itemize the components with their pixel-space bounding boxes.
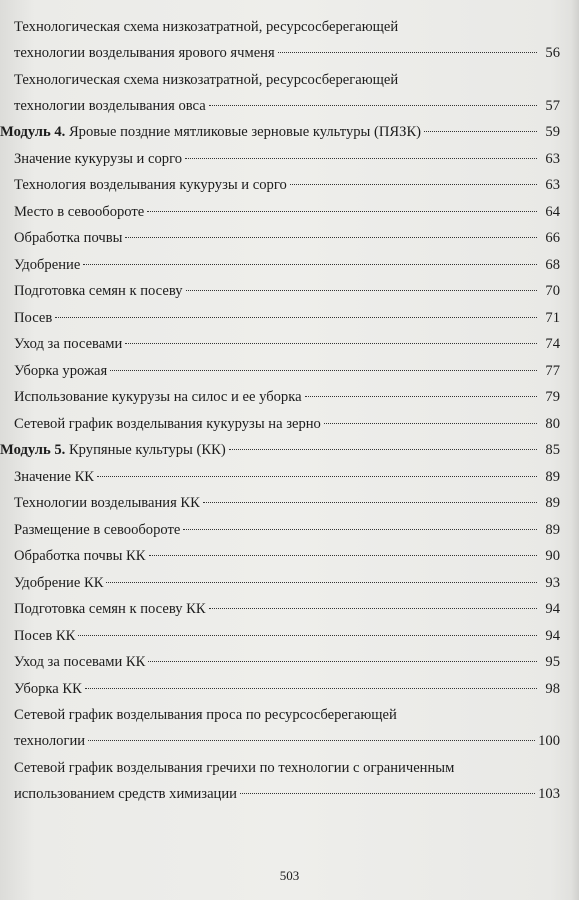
toc-line xyxy=(0,517,560,544)
toc-line xyxy=(0,755,560,781)
toc-entry xyxy=(0,702,560,755)
toc-page-number: 66 xyxy=(545,230,560,246)
toc-entry xyxy=(0,278,560,305)
toc-entry-text: Посев КК xyxy=(14,627,76,644)
toc-entry xyxy=(0,570,560,597)
toc-entry xyxy=(0,199,560,226)
toc-page-number: 70 xyxy=(545,283,560,299)
toc-module-entry xyxy=(0,119,560,146)
toc-module-title xyxy=(0,119,421,146)
toc-entry-text: Уборка урожая xyxy=(14,362,108,379)
dot-leader xyxy=(148,661,537,662)
toc-line xyxy=(0,305,560,332)
toc-entry-text: Место в севообороте xyxy=(14,203,145,220)
toc-entry-text: Сетевой график возделывания проса по ресурсосберегающей xyxy=(14,707,397,723)
toc-page-number: 100 xyxy=(538,733,560,749)
toc-page-number: 57 xyxy=(545,97,560,114)
module-title: Яровые поздние мятликовые зерновые культуры (ПЯЗК) xyxy=(68,124,422,140)
toc-entry-text: технологии возделывания ярового ячменя xyxy=(14,45,275,61)
toc-page-number: 64 xyxy=(545,203,560,220)
toc-entry-text: Уборка КК xyxy=(14,680,82,697)
toc-entry xyxy=(0,67,560,120)
toc-entry-text: Уход за посевами xyxy=(14,336,123,352)
toc-line xyxy=(0,225,560,252)
toc-page-number: 77 xyxy=(545,362,560,379)
table-of-contents xyxy=(0,14,560,807)
toc-line xyxy=(0,252,560,279)
toc-page-number: 90 xyxy=(545,548,560,564)
toc-line xyxy=(0,278,560,305)
toc-line xyxy=(0,384,560,411)
toc-page-number: 63 xyxy=(545,177,560,193)
toc-entry xyxy=(0,305,560,332)
toc-page-number: 94 xyxy=(545,627,560,644)
toc-line xyxy=(0,146,560,173)
dot-leader xyxy=(186,290,537,291)
toc-entry-text: Технологическая схема низкозатратной, ресурсосберегающей xyxy=(14,19,399,35)
toc-entry xyxy=(0,225,560,252)
dot-leader xyxy=(240,793,535,794)
toc-page-number: 98 xyxy=(545,680,560,697)
toc-entry xyxy=(0,384,560,411)
toc-page-number: 56 xyxy=(545,45,560,61)
toc-page-number: 103 xyxy=(538,785,560,802)
toc-entry xyxy=(0,358,560,385)
dot-leader xyxy=(147,211,537,212)
toc-page-number: 59 xyxy=(545,124,560,140)
toc-entry xyxy=(0,172,560,199)
dot-leader xyxy=(305,396,537,397)
dot-leader xyxy=(324,423,537,424)
toc-entry xyxy=(0,649,560,676)
toc-entry-text: технологии возделывания овса xyxy=(14,97,206,114)
toc-entry-text: использованием средств химизации xyxy=(14,785,237,802)
toc-entry-text: Подготовка семян к посеву xyxy=(14,283,183,299)
toc-line xyxy=(0,411,560,438)
toc-line xyxy=(0,40,560,67)
toc-entry xyxy=(0,755,560,808)
toc-entry xyxy=(0,252,560,279)
toc-line xyxy=(0,728,560,755)
toc-line xyxy=(0,596,560,623)
toc-entry xyxy=(0,411,560,438)
toc-entry-text: Удобрение xyxy=(14,256,81,273)
toc-entry-text: Обработка почвы xyxy=(14,230,123,246)
dot-leader xyxy=(83,264,537,265)
toc-line xyxy=(0,676,560,703)
dot-leader xyxy=(183,529,537,530)
toc-entry xyxy=(0,596,560,623)
page-fold-shadow xyxy=(571,0,579,900)
toc-page-number: 63 xyxy=(545,150,560,167)
toc-entry xyxy=(0,464,560,491)
toc-page-number: 94 xyxy=(545,601,560,617)
toc-line xyxy=(0,14,560,40)
toc-page-number: 68 xyxy=(545,256,560,273)
toc-line xyxy=(0,623,560,650)
dot-leader xyxy=(290,184,537,185)
toc-page-number: 80 xyxy=(545,415,560,432)
toc-entry-text: Значение кукурузы и сорго xyxy=(14,150,183,167)
toc-page-number: 89 xyxy=(545,521,560,538)
toc-line xyxy=(0,543,560,570)
toc-entry xyxy=(0,331,560,358)
toc-page-number: 71 xyxy=(545,309,560,326)
dot-leader xyxy=(85,688,537,689)
page-number: 503 xyxy=(279,868,300,883)
toc-line xyxy=(0,490,560,517)
toc-page-number: 79 xyxy=(545,389,560,405)
toc-entry-text: Сетевой график возделывания кукурузы на зерно xyxy=(14,415,321,432)
toc-entry-text: Подготовка семян к посеву КК xyxy=(14,601,206,617)
toc-line xyxy=(0,331,560,358)
toc-entry-text: Значение КК xyxy=(14,468,95,485)
toc-entry-text: технологии xyxy=(14,733,86,749)
toc-entry-text: Уход за посевами КК xyxy=(14,654,146,670)
toc-entry-text: Технологии возделывания КК xyxy=(14,495,200,511)
dot-leader xyxy=(149,555,537,556)
dot-leader xyxy=(110,370,537,371)
toc-line xyxy=(0,702,560,728)
toc-line xyxy=(0,93,560,120)
toc-line xyxy=(0,781,560,808)
toc-page-number: 89 xyxy=(545,468,560,485)
toc-line xyxy=(0,172,560,199)
toc-page-number: 89 xyxy=(545,495,560,511)
toc-line xyxy=(0,464,560,491)
dot-leader xyxy=(55,317,537,318)
toc-entry xyxy=(0,676,560,703)
toc-line xyxy=(0,358,560,385)
dot-leader xyxy=(88,740,535,741)
toc-line xyxy=(0,119,560,146)
toc-line xyxy=(0,67,560,93)
dot-leader xyxy=(97,476,537,477)
toc-entry xyxy=(0,517,560,544)
toc-entry-text: Сетевой график возделывания гречихи по технологии с ограниченным xyxy=(14,759,455,776)
module-title: Крупяные культуры (КК) xyxy=(68,442,226,458)
toc-module-title xyxy=(0,437,226,464)
toc-page-number: 74 xyxy=(545,336,560,352)
toc-line xyxy=(0,570,560,597)
toc-entry xyxy=(0,146,560,173)
toc-entry-text: Использование кукурузы на силос и ее уборка xyxy=(14,389,302,405)
toc-entry xyxy=(0,543,560,570)
dot-leader xyxy=(203,502,537,503)
dot-leader xyxy=(209,608,537,609)
toc-entry-text: Удобрение КК xyxy=(14,574,104,591)
toc-entry-text: Технологическая схема низкозатратной, ресурсосберегающей xyxy=(14,71,399,88)
dot-leader xyxy=(278,52,537,53)
toc-module-entry xyxy=(0,437,560,464)
module-number: Модуль 5. xyxy=(0,442,66,458)
toc-entry-text: Посев xyxy=(14,309,53,326)
toc-line xyxy=(0,437,560,464)
dot-leader xyxy=(424,131,537,132)
toc-entry-text: Обработка почвы КК xyxy=(14,548,146,564)
dot-leader xyxy=(125,237,537,238)
toc-entry-text: Технология возделывания кукурузы и сорго xyxy=(14,177,287,193)
dot-leader xyxy=(229,449,537,450)
toc-page-number: 85 xyxy=(545,442,560,458)
toc-entry-text: Размещение в севообороте xyxy=(14,521,181,538)
module-number: Модуль 4. xyxy=(0,124,66,140)
toc-page-number: 93 xyxy=(545,574,560,591)
toc-entry xyxy=(0,623,560,650)
dot-leader xyxy=(125,343,537,344)
toc-entry xyxy=(0,490,560,517)
dot-leader xyxy=(209,105,537,106)
toc-entry xyxy=(0,14,560,67)
dot-leader xyxy=(106,582,537,583)
dot-leader xyxy=(78,635,537,636)
toc-line xyxy=(0,649,560,676)
toc-page-number: 95 xyxy=(545,654,560,670)
toc-line xyxy=(0,199,560,226)
dot-leader xyxy=(185,158,537,159)
